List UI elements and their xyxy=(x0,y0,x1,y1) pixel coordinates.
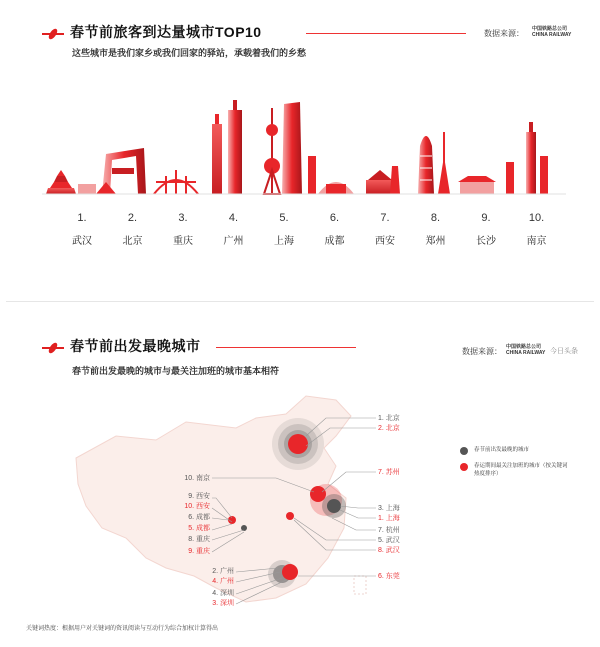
rank-city: 武汉 xyxy=(72,236,92,247)
source-label: 数据来源： xyxy=(484,29,524,38)
source-org-en: CHINA RAILWAY xyxy=(506,350,546,356)
rank-city: 南京 xyxy=(526,236,547,247)
nanjing-landmark-icon xyxy=(506,122,548,194)
wuhan-landmark-icon xyxy=(46,170,96,194)
rank-item xyxy=(264,212,304,247)
map-city-label: 7. 苏州 xyxy=(378,469,400,476)
legend-dot-gray xyxy=(460,447,468,455)
map-city-label: 2. 北京 xyxy=(378,425,400,432)
rank-number: 7. xyxy=(380,212,390,224)
rank-number: 4. xyxy=(228,212,239,224)
beijing-landmark-icon xyxy=(96,148,146,194)
map-city-label: 9. 西安 xyxy=(188,493,210,500)
rank-number: 3. xyxy=(178,212,188,224)
map-city-label: 6. 成都 xyxy=(188,514,210,521)
rank-number: 1. xyxy=(77,212,87,224)
map-city-label: 4. 深圳 xyxy=(212,590,234,597)
panel-subtitle: 春节前出发最晚的城市与最关注加班的城市基本相符 xyxy=(72,366,280,376)
map-city-label: 3. 深圳 xyxy=(212,600,234,607)
legend-item-latest xyxy=(460,446,529,455)
beijing-marker xyxy=(272,418,324,470)
rank-item xyxy=(466,212,506,247)
map-city-label: 9. 重庆 xyxy=(188,548,210,555)
rank-number: 5. xyxy=(279,212,289,224)
footnote: 关键词热度：根据用户对关键词的资讯阅读与互动行为综合加权计算得出 xyxy=(26,626,219,632)
legend-text-overtime: 春运期间最关注加班的城市（按关键词热度排序） xyxy=(474,463,568,477)
source-org-cn: 中国铁路总公司 xyxy=(506,344,542,350)
rank-city: 上海 xyxy=(274,236,294,247)
map-city-label: 5. 武汉 xyxy=(378,537,400,544)
panel-title: 春节前出发最晚城市 xyxy=(70,338,201,354)
title-rule xyxy=(216,347,356,348)
map-city-label: 10. 南京 xyxy=(184,475,210,482)
rank-city: 西安 xyxy=(375,236,395,247)
changsha-landmark-icon xyxy=(438,132,496,194)
map-city-label: 4. 广州 xyxy=(212,578,234,585)
map-city-label: 10. 西安 xyxy=(184,503,210,510)
railway-logo-icon xyxy=(42,28,64,40)
rank-number: 9. xyxy=(481,212,491,224)
latest-departure-panel xyxy=(6,318,594,643)
rank-item xyxy=(315,212,355,247)
map-city-label: 1. 上海 xyxy=(378,515,400,522)
rank-city: 成都 xyxy=(324,236,345,247)
rank-city: 广州 xyxy=(223,236,244,247)
rank-item xyxy=(214,212,254,247)
map-city-label: 5. 成都 xyxy=(188,525,210,532)
zhengzhou-landmark-icon xyxy=(418,136,434,194)
rank-item xyxy=(113,212,153,247)
rank-city: 长沙 xyxy=(476,236,496,247)
rank-city: 北京 xyxy=(122,236,143,247)
legend-dot-red xyxy=(460,463,468,471)
source-org xyxy=(506,344,545,356)
xian-landmark-icon xyxy=(366,166,400,194)
rank-number: 2. xyxy=(127,212,138,224)
rank-number: 10. xyxy=(528,212,545,224)
city-skyline-illustration xyxy=(6,96,594,206)
railway-logo-icon xyxy=(42,342,64,354)
shanghai-landmark-icon xyxy=(264,102,302,194)
rank-item xyxy=(416,212,456,247)
rank-item xyxy=(163,212,203,247)
rank-number: 8. xyxy=(430,212,441,224)
map-city-label: 8. 武汉 xyxy=(378,547,400,554)
chongqing-landmark-icon xyxy=(154,170,198,194)
wuhan-marker xyxy=(286,512,294,520)
source-label: 数据来源： xyxy=(462,347,502,356)
chengdu-landmark-icon xyxy=(308,156,354,194)
map-city-label: 1. 北京 xyxy=(378,415,400,422)
map-city-label: 6. 东莞 xyxy=(378,573,400,580)
rank-item xyxy=(365,212,405,247)
rank-city: 郑州 xyxy=(425,236,446,247)
china-map xyxy=(6,388,594,618)
map-city-label: 3. 上海 xyxy=(378,505,400,512)
map-city-label: 2. 广州 xyxy=(212,568,234,575)
map-city-label: 8. 重庆 xyxy=(188,536,210,543)
legend-text-latest: 春节前出发最晚的城市 xyxy=(474,447,530,453)
panel-subtitle: 这些城市是我们家乡或我们回家的驿站，承载着我们的乡愁 xyxy=(72,48,307,58)
source-org-en: CHINA RAILWAY xyxy=(532,32,572,38)
panel-title: 春节前旅客到达量城市TOP10 xyxy=(70,24,262,40)
arrival-top10-panel xyxy=(6,4,594,302)
watermark: 今日头条 xyxy=(550,348,578,355)
map-city-label: 7. 杭州 xyxy=(378,527,400,534)
rank-item xyxy=(517,212,557,247)
rank-city: 重庆 xyxy=(173,236,193,247)
rank-number: 6. xyxy=(329,212,340,224)
guangzhou-landmark-icon xyxy=(212,100,242,194)
legend-item-overtime xyxy=(460,462,570,478)
source-org-cn: 中国铁路总公司 xyxy=(532,26,568,32)
title-rule xyxy=(306,33,466,34)
rank-item xyxy=(62,212,102,247)
source-org xyxy=(532,26,571,38)
